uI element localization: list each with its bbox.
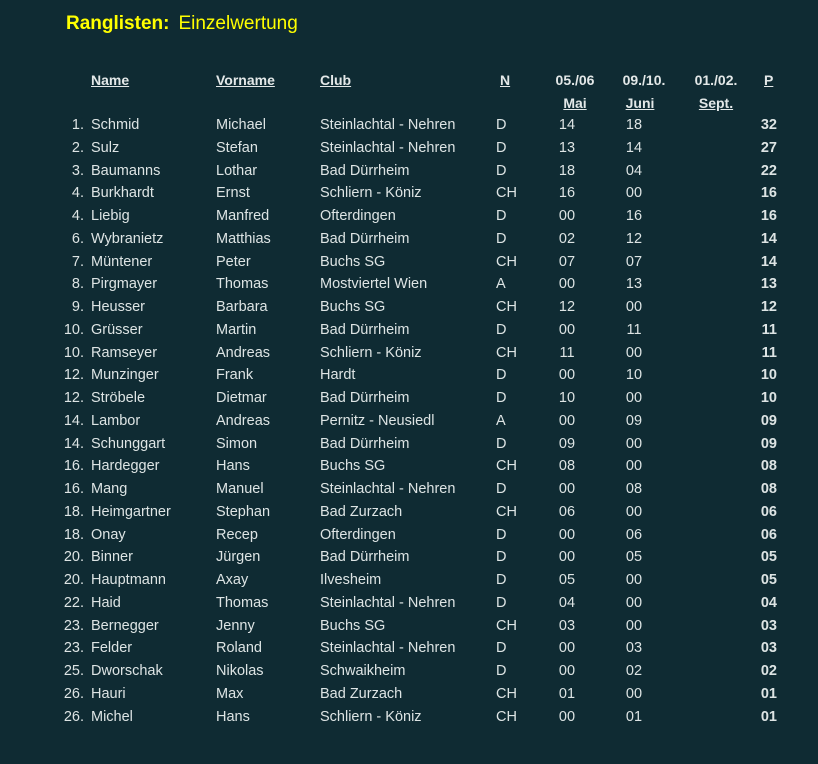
row-club: Schliern - Köniz: [320, 344, 422, 361]
row-vorname: Thomas: [216, 594, 269, 611]
row-vorname: Jürgen: [216, 549, 261, 566]
row-round2-points: 18: [625, 117, 643, 133]
header-name: Name: [91, 72, 130, 88]
row-nation: D: [496, 481, 507, 497]
header-nation: N: [500, 72, 511, 88]
row-round2-points: 00: [625, 185, 643, 202]
row-total-points: 09: [760, 412, 777, 429]
row-round2-points: 00: [625, 390, 643, 406]
row-vorname: Max: [216, 685, 244, 702]
row-nation: D: [496, 208, 507, 224]
row-rank: 25.: [63, 663, 84, 679]
row-nation: CH: [496, 685, 517, 702]
row-round1-points: 05: [558, 572, 576, 588]
row-club: Steinlachtal - Nehren: [320, 481, 456, 497]
row-vorname: Ernst: [216, 185, 250, 202]
row-total-points: 14: [760, 230, 777, 247]
table-row: [0, 413, 818, 435]
row-round1-points: 02: [558, 230, 576, 247]
row-round2-points: 00: [625, 458, 643, 475]
row-vorname: Frank: [216, 367, 254, 384]
row-vorname: Simon: [216, 435, 258, 452]
row-rank: 6.: [71, 230, 84, 247]
row-round2-points: 00: [625, 435, 643, 452]
row-round2-points: 14: [625, 139, 643, 156]
row-name: Bernegger: [91, 617, 159, 634]
table-row: [0, 572, 818, 594]
row-round2-points: 00: [625, 594, 643, 611]
row-rank: 14.: [63, 412, 84, 429]
row-vorname: Stefan: [216, 139, 258, 156]
row-round1-points: 00: [558, 208, 576, 224]
row-round1-points: 14: [558, 117, 576, 133]
header-club: Club: [320, 72, 352, 88]
row-rank: 1.: [71, 117, 84, 133]
row-name: Munzinger: [91, 367, 159, 384]
row-round2-points: 00: [625, 503, 643, 520]
row-vorname: Jenny: [216, 617, 255, 634]
row-nation: D: [496, 549, 507, 566]
row-vorname: Martin: [216, 321, 257, 338]
row-rank: 2.: [71, 139, 84, 156]
row-total-points: 01: [760, 685, 777, 702]
row-nation: D: [496, 139, 507, 156]
row-nation: CH: [496, 708, 517, 725]
row-club: Steinlachtal - Nehren: [320, 594, 456, 611]
row-club: Mostviertel Wien: [320, 276, 428, 293]
row-nation: D: [496, 663, 507, 679]
row-round1-points: 16: [558, 185, 576, 202]
row-total-points: 03: [760, 640, 777, 657]
row-rank: 23.: [63, 617, 84, 634]
row-club: Buchs SG: [320, 253, 386, 270]
table-row: [0, 527, 818, 549]
row-name: Felder: [91, 640, 133, 657]
row-round1-points: 00: [558, 549, 576, 566]
row-round1-points: 11: [559, 344, 575, 361]
row-round1-points: 00: [558, 321, 576, 338]
row-vorname: Lothar: [216, 162, 258, 179]
row-round2-points: 03: [625, 640, 643, 657]
row-total-points: 05: [760, 572, 777, 588]
row-round1-points: 10: [558, 390, 576, 406]
row-total-points: 09: [760, 435, 777, 452]
row-rank: 20.: [63, 572, 84, 588]
row-nation: D: [496, 117, 507, 133]
row-round1-points: 08: [558, 458, 576, 475]
row-total-points: 06: [760, 503, 777, 520]
row-vorname: Stephan: [216, 503, 271, 520]
header-round3-date: 01./02.: [694, 72, 738, 88]
row-name: Sulz: [91, 139, 120, 156]
row-round1-points: 04: [558, 594, 576, 611]
row-name: Burkhardt: [91, 185, 154, 202]
row-total-points: 05: [760, 549, 777, 566]
row-nation: D: [496, 162, 507, 179]
table-row: [0, 208, 818, 230]
row-rank: 18.: [63, 526, 84, 543]
row-club: Ilvesheim: [320, 572, 382, 588]
table-row: [0, 663, 818, 685]
row-nation: CH: [496, 344, 517, 361]
table-row: [0, 640, 818, 662]
row-round2-points: 00: [625, 344, 643, 361]
row-club: Buchs SG: [320, 458, 386, 475]
row-nation: D: [496, 321, 507, 338]
table-row: [0, 436, 818, 458]
row-name: Heimgartner: [91, 503, 171, 520]
row-round2-points: 11: [626, 321, 642, 338]
row-rank: 16.: [63, 481, 84, 497]
row-name: Baumanns: [91, 162, 161, 179]
row-nation: D: [496, 367, 507, 384]
row-name: Grüsser: [91, 321, 143, 338]
row-name: Ramseyer: [91, 344, 158, 361]
row-round1-points: 09: [558, 435, 576, 452]
row-rank: 14.: [63, 435, 84, 452]
table-row: [0, 117, 818, 139]
row-rank: 4.: [71, 208, 84, 224]
header-round2-date: 09./10.: [622, 72, 666, 88]
row-name: Hauri: [91, 685, 126, 702]
row-round2-points: 00: [625, 617, 643, 634]
row-vorname: Recep: [216, 526, 258, 543]
table-row: [0, 254, 818, 276]
table-row: [0, 595, 818, 617]
row-round2-points: 01: [625, 708, 643, 725]
row-total-points: 22: [760, 162, 777, 179]
row-round2-points: 00: [625, 685, 643, 702]
table-row: [0, 481, 818, 503]
table-row: [0, 618, 818, 640]
header-round1-date: 05./06: [555, 72, 595, 88]
row-nation: D: [496, 526, 507, 543]
row-nation: CH: [496, 253, 517, 270]
row-round1-points: 06: [558, 503, 576, 520]
row-round2-points: 00: [625, 572, 643, 588]
row-name: Ströbele: [91, 390, 146, 406]
row-name: Haid: [91, 594, 121, 611]
row-name: Heusser: [91, 299, 145, 315]
row-name: Hardegger: [91, 458, 160, 475]
row-nation: A: [496, 412, 506, 429]
row-rank: 16.: [63, 458, 84, 475]
page-title: [66, 13, 298, 35]
row-total-points: 08: [760, 481, 777, 497]
row-name: Dworschak: [91, 663, 163, 679]
row-round2-points: 08: [625, 481, 643, 497]
row-round1-points: 01: [558, 685, 576, 702]
row-total-points: 16: [760, 185, 777, 202]
row-club: Bad Dürrheim: [320, 390, 410, 406]
row-total-points: 10: [760, 390, 777, 406]
row-rank: 26.: [63, 708, 84, 725]
row-name: Binner: [91, 549, 133, 566]
row-club: Buchs SG: [320, 299, 386, 315]
row-round1-points: 00: [558, 708, 576, 725]
table-row: [0, 367, 818, 389]
header-round3-month: Sept.: [698, 95, 734, 111]
row-name: Liebig: [91, 208, 130, 224]
table-row: [0, 549, 818, 571]
row-total-points: 08: [760, 458, 777, 475]
row-round2-points: 04: [625, 162, 643, 179]
row-rank: 9.: [71, 299, 84, 315]
row-round2-points: 00: [625, 299, 643, 315]
row-nation: D: [496, 640, 507, 657]
table-row: [0, 299, 818, 321]
row-club: Bad Dürrheim: [320, 162, 410, 179]
row-club: Bad Dürrheim: [320, 321, 410, 338]
row-name: Michel: [91, 708, 133, 725]
row-round1-points: 13: [558, 139, 576, 156]
row-club: Hardt: [320, 367, 356, 384]
row-round2-points: 02: [625, 663, 643, 679]
row-round2-points: 10: [625, 367, 643, 384]
row-nation: D: [496, 572, 507, 588]
row-round1-points: 00: [558, 481, 576, 497]
row-rank: 3.: [71, 162, 84, 179]
row-name: Wybranietz: [91, 230, 164, 247]
row-round1-points: 00: [558, 367, 576, 384]
table-row: [0, 163, 818, 185]
row-club: Pernitz - Neusiedl: [320, 412, 435, 429]
row-rank: 10.: [63, 321, 84, 338]
row-round1-points: 00: [558, 640, 576, 657]
row-name: Onay: [91, 526, 126, 543]
row-rank: 20.: [63, 549, 84, 566]
row-round1-points: 12: [558, 299, 576, 315]
row-round2-points: 06: [625, 526, 643, 543]
row-nation: CH: [496, 299, 517, 315]
row-rank: 18.: [63, 503, 84, 520]
row-total-points: 06: [760, 526, 777, 543]
row-round2-points: 16: [625, 208, 643, 224]
row-total-points: 11: [761, 344, 777, 361]
row-club: Bad Dürrheim: [320, 230, 410, 247]
row-club: Bad Dürrheim: [320, 549, 410, 566]
row-club: Steinlachtal - Nehren: [320, 117, 456, 133]
row-nation: D: [496, 435, 507, 452]
table-row: [0, 709, 818, 731]
row-round1-points: 03: [558, 617, 576, 634]
row-vorname: Peter: [216, 253, 251, 270]
row-vorname: Manfred: [216, 208, 270, 224]
row-rank: 23.: [63, 640, 84, 657]
row-nation: A: [496, 276, 506, 293]
row-total-points: 14: [760, 253, 777, 270]
row-vorname: Matthias: [216, 230, 271, 247]
row-total-points: 03: [760, 617, 777, 634]
row-vorname: Hans: [216, 458, 250, 475]
row-round1-points: 07: [558, 253, 576, 270]
table-row: [0, 345, 818, 367]
row-vorname: Hans: [216, 708, 250, 725]
table-row: [0, 140, 818, 162]
row-club: Bad Zurzach: [320, 503, 403, 520]
row-rank: 12.: [63, 390, 84, 406]
header-points: P: [764, 72, 774, 88]
row-rank: 10.: [63, 344, 84, 361]
row-club: Schliern - Köniz: [320, 708, 422, 725]
row-name: Mang: [91, 481, 128, 497]
row-club: Bad Zurzach: [320, 685, 403, 702]
row-name: Müntener: [91, 253, 153, 270]
row-name: Schmid: [91, 117, 140, 133]
row-round1-points: 18: [558, 162, 576, 179]
row-rank: 12.: [63, 367, 84, 384]
header-round1-month: Mai: [563, 95, 587, 111]
row-vorname: Michael: [216, 117, 266, 133]
row-name: Pirgmayer: [91, 276, 158, 293]
row-club: Bad Dürrheim: [320, 435, 410, 452]
table-row: [0, 185, 818, 207]
row-total-points: 13: [760, 276, 777, 293]
row-nation: CH: [496, 617, 517, 634]
row-club: Steinlachtal - Nehren: [320, 139, 456, 156]
row-total-points: 01: [760, 708, 777, 725]
row-nation: D: [496, 390, 507, 406]
row-name: Hauptmann: [91, 572, 166, 588]
row-club: Buchs SG: [320, 617, 386, 634]
row-total-points: 10: [760, 367, 777, 384]
row-round2-points: 13: [625, 276, 643, 293]
row-total-points: 32: [760, 117, 777, 133]
row-vorname: Dietmar: [216, 390, 267, 406]
row-total-points: 12: [760, 299, 777, 315]
row-name: Lambor: [91, 412, 141, 429]
table-row: [0, 504, 818, 526]
title-sub: Einzelwertung: [178, 13, 298, 34]
row-rank: 7.: [71, 253, 84, 270]
row-round2-points: 09: [625, 412, 643, 429]
row-round1-points: 00: [558, 412, 576, 429]
row-club: Ofterdingen: [320, 208, 396, 224]
table-row: [0, 390, 818, 412]
row-nation: CH: [496, 503, 517, 520]
row-round1-points: 00: [558, 663, 576, 679]
row-vorname: Axay: [216, 572, 249, 588]
row-nation: D: [496, 230, 507, 247]
row-vorname: Andreas: [216, 344, 271, 361]
row-total-points: 11: [761, 321, 777, 338]
row-round2-points: 07: [625, 253, 643, 270]
row-round1-points: 00: [558, 276, 576, 293]
header-round2-month: Juni: [625, 95, 655, 111]
row-vorname: Thomas: [216, 276, 269, 293]
row-vorname: Manuel: [216, 481, 264, 497]
row-club: Schliern - Köniz: [320, 185, 422, 202]
header-vorname: Vorname: [216, 72, 275, 88]
row-club: Steinlachtal - Nehren: [320, 640, 456, 657]
row-vorname: Nikolas: [216, 663, 264, 679]
row-rank: 4.: [71, 185, 84, 202]
table-row: [0, 231, 818, 253]
title-main: Ranglisten:: [66, 13, 170, 34]
row-round2-points: 12: [625, 230, 643, 247]
row-vorname: Roland: [216, 640, 262, 657]
row-rank: 26.: [63, 685, 84, 702]
row-rank: 8.: [71, 276, 84, 293]
row-club: Ofterdingen: [320, 526, 396, 543]
row-round1-points: 00: [558, 526, 576, 543]
row-name: Schunggart: [91, 435, 166, 452]
row-nation: D: [496, 594, 507, 611]
row-total-points: 04: [760, 594, 777, 611]
row-nation: CH: [496, 185, 517, 202]
row-total-points: 02: [760, 663, 777, 679]
table-row: [0, 686, 818, 708]
row-total-points: 16: [760, 208, 777, 224]
row-nation: CH: [496, 458, 517, 475]
table-row: [0, 276, 818, 298]
row-vorname: Barbara: [216, 299, 268, 315]
row-club: Schwaikheim: [320, 663, 406, 679]
row-total-points: 27: [760, 139, 777, 156]
table-row: [0, 458, 818, 480]
table-row: [0, 322, 818, 344]
row-round2-points: 05: [625, 549, 643, 566]
row-vorname: Andreas: [216, 412, 271, 429]
row-rank: 22.: [63, 594, 84, 611]
